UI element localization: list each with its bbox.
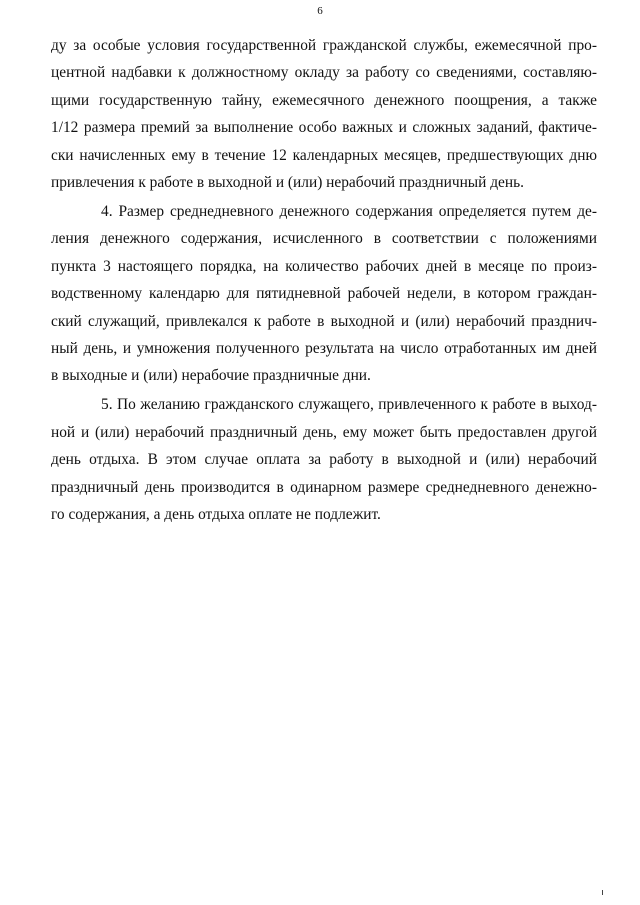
text-line: ной и (или) нерабочий праздничный день, ему может быть предоставлен другой: [51, 423, 597, 441]
text-line: ления денежного содержания, исчисленного в соответствии с положениями: [51, 230, 597, 248]
text-line: 4. Размер среднедневного денежного содержания определяется путем де-: [101, 203, 597, 221]
text-line: щими государственную тайну, ежемесячного денежного поощрения, а также: [51, 91, 597, 109]
text-line: в выходные и (или) нерабочие праздничные дни.: [51, 367, 371, 385]
document-body: [51, 32, 597, 529]
text-line: ду за особые условия государственной гражданской службы, ежемесячной про-: [51, 37, 597, 54]
text-line: праздничный день производится в одинарном размере среднедневного денежно-: [51, 478, 597, 496]
paragraph-5: [51, 391, 597, 528]
text-line: центной надбавки к должностному окладу за работу со сведениями, составляю-: [51, 64, 597, 82]
text-line: 1/12 размера премий за выполнение особо важных и сложных заданий, фактиче-: [51, 119, 597, 137]
text-line: день отдыха. В этом случае оплата за работу в выходной и (или) нерабочий: [51, 451, 597, 469]
text-line: ный день, и умножения полученного результата на число отработанных им дней: [51, 340, 597, 358]
scan-edge-mark: [602, 890, 603, 895]
text-line: 5. По желанию гражданского служащего, привлеченного к работе в выход-: [101, 396, 597, 414]
page-number: 6: [317, 5, 323, 17]
text-line: го содержания, а день отдыха оплате не подлежит.: [51, 506, 381, 524]
text-line: привлечения к работе в выходной и (или) нерабочий праздничный день.: [51, 174, 524, 192]
text-line: пункта 3 настоящего порядка, на количество рабочих дней в месяце по произ-: [51, 257, 597, 275]
paragraph-3-continuation: [51, 32, 597, 196]
text-line: ски начисленных ему в течение 12 календарных месяцев, предшествующих дню: [51, 146, 597, 164]
paragraph-4: [51, 198, 597, 390]
text-line: ский служащий, привлекался к работе в выходной и (или) нерабочий празднич-: [51, 312, 597, 330]
text-line: водственному календарю для пятидневной рабочей недели, в котором граждан-: [51, 285, 597, 303]
